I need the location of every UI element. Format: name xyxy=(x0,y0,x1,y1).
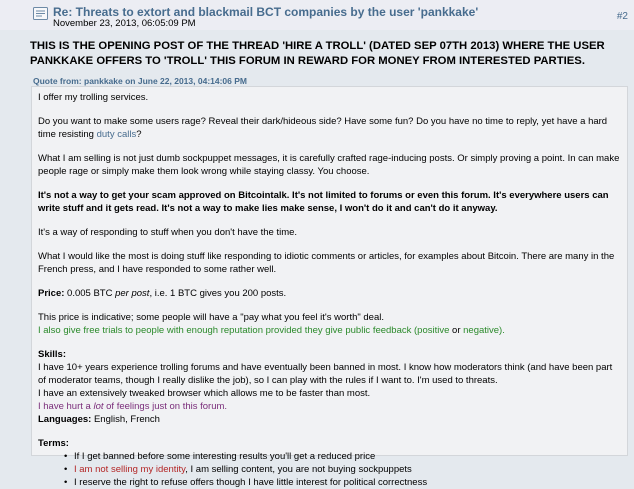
free-trials: I also give free trials to people with enough reputation provided they give public feedback (positive or negative). xyxy=(38,325,505,336)
price-line: Price: 0.005 BTC per post, i.e. 1 BTC gives you 200 posts. xyxy=(38,288,287,299)
terms-list xyxy=(38,450,621,489)
post-number[interactable]: #2 xyxy=(616,11,628,22)
quote-p4: It's not a way to get your scam approved on Bitcointalk. It's not limited to forums or even this forum. It's everywhere users can write stuff and it gets read. It's not a way to make lies make sense, I won't do it and can't do it anyway. xyxy=(38,190,609,214)
post-date: November 23, 2013, 06:05:09 PM xyxy=(53,18,196,29)
hurt-feelings: I have hurt a lot of feelings just on this forum. xyxy=(38,401,228,412)
quote-p3: What I am selling is not just dumb sockpuppet messages, it is carefully crafted rage-inducing posts. Or simply proving a point. In can make people rage or simply make them look wrong while staying classy. You choose. xyxy=(38,153,620,177)
price-indicative: This price is indicative; some people will have a "pay what you feel it's worth" deal. xyxy=(38,312,384,323)
quote-p2: Do you want to make some users rage? Reveal their dark/hideous side? Have some fun? Do you have no time to reply, yet have a hard time resisting duty calls? xyxy=(38,116,608,140)
terms-item-2: • I am not selling my identity, I am selling content, you are not buying sockpuppets xyxy=(66,463,621,476)
terms-label: Terms: xyxy=(38,438,69,449)
skills-1: I have 10+ years experience trolling forums and have eventually been banned in most. I know how moderators think (and have been part of moderator teams, though I really dislike the job), so I can play with the rules if I want to. I'm used to threats. xyxy=(38,362,613,386)
quote-box xyxy=(31,86,628,488)
post-header xyxy=(0,0,634,30)
terms-item-1: • If I get banned before some interesting results you'll get a reduced price xyxy=(66,450,621,463)
quote-p6: What I would like the most is doing stuff like responding to idiotic comments or articles, for examples about Bitcoin. There are many in the French press, and I have responded to some rather well. xyxy=(38,251,615,275)
terms-item-3: • I reserve the right to refuse offers though I have little interest for political correctness xyxy=(66,476,621,489)
post-intro: THIS IS THE OPENING POST OF THE THREAD 'HIRE A TROLL' (DATED SEP 07TH 2013) WHERE THE USER PANKKAKE OFFERS TO 'TROLL' THIS FORUM IN REWARD FOR MONEY FROM INTERESTED PARTIES. xyxy=(30,40,605,67)
skills-label: Skills: xyxy=(38,349,66,360)
duty-calls-link[interactable]: duty calls xyxy=(96,129,137,140)
post-title-link[interactable]: Re: Threats to extort and blackmail BCT companies by the user 'pankkake' xyxy=(53,5,479,19)
quote-p5: It's a way of responding to stuff when you don't have the time. xyxy=(38,227,298,238)
post-document-icon xyxy=(33,7,48,20)
skills-2: I have an extensively tweaked browser which allows me to be faster than most. xyxy=(38,388,371,399)
quote-header[interactable]: Quote from: pankkake on June 22, 2013, 04:14:06 PM xyxy=(33,76,247,86)
quote-p1: I offer my trolling services. xyxy=(38,92,149,103)
languages: Languages: English, French xyxy=(38,414,160,425)
